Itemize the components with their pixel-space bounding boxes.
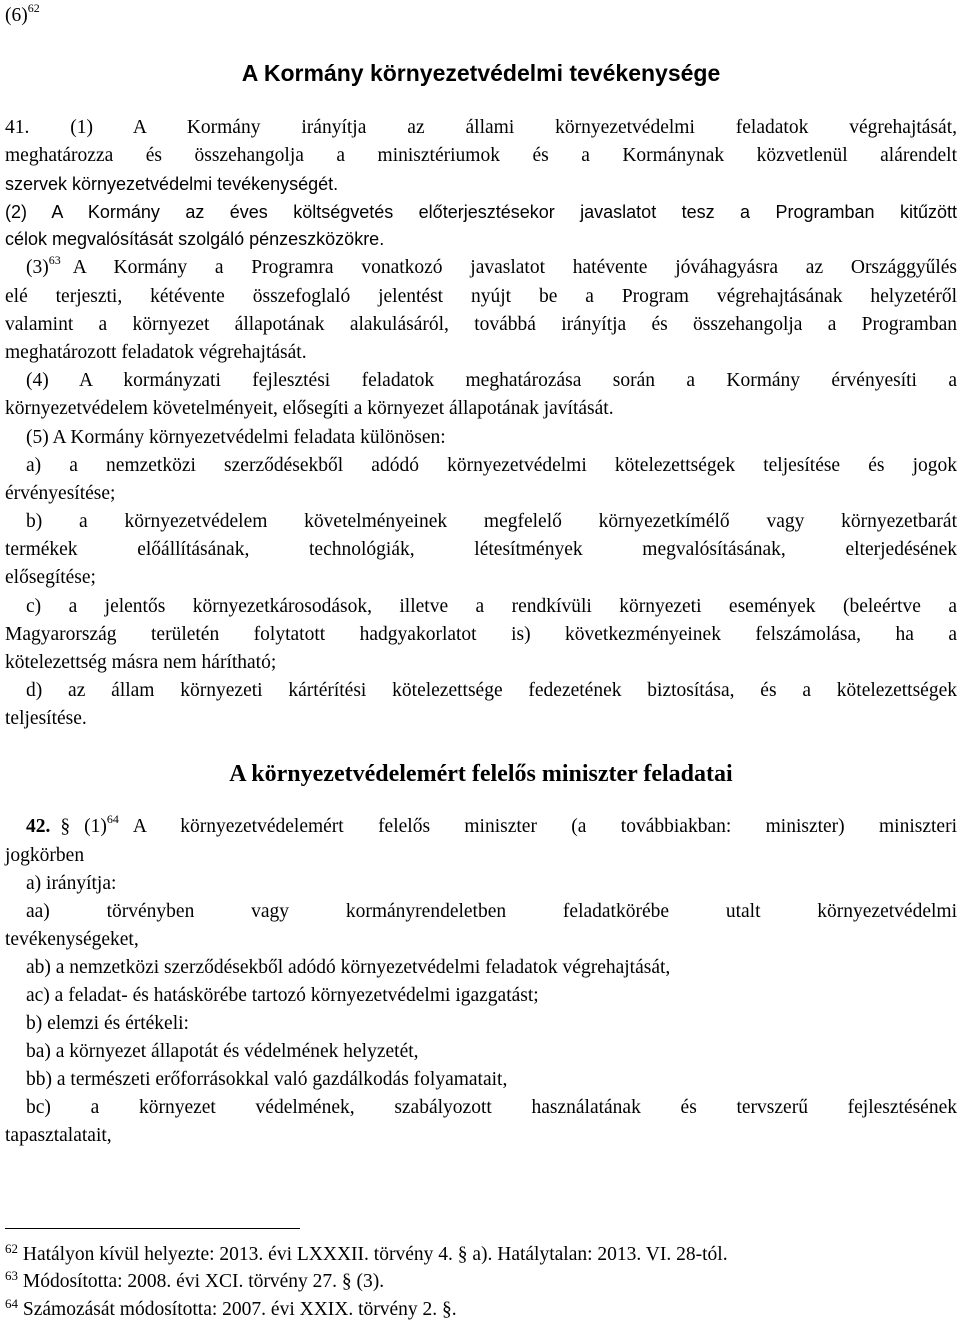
paragraph-number: $(3)^{63}$ (26, 253, 61, 278)
paragraph-sign: § (60, 816, 71, 837)
paragraph-41-1-line: meghatározza és összehangolja a minisztériumok és a Kormánynak közvetlenül alárendelt (5, 145, 957, 166)
section-header (5, 1, 40, 26)
footnote (5, 1296, 457, 1320)
list-item-a: a) a nemzetközi szerződésekből adódó környezetvédelmi kötelezettségek teljesítése és jogok (26, 455, 957, 476)
list-item-c-cont: kötelezettség másra nem hárítható; (5, 652, 277, 673)
list-item-ac: ac) a feladat- és hatáskörébe tartozó környezetvédelmi igazgatást; (26, 985, 539, 1006)
list-item-b-cont: elősegítése; (5, 567, 96, 588)
section-number: (6) (5, 5, 28, 26)
paragraph-42-1-line (26, 812, 957, 837)
footnote-text: Számozását módosította: 2007. évi XXIX. törvény 2. §. (22, 1299, 457, 1320)
list-item-b: b) a környezetvédelem követelményeinek megfelelő környezetkímélő vagy környezetbarát (26, 511, 957, 532)
list-item-ab: ab) a nemzetközi szerződésekből adódó környezetvédelmi feladatok végrehajtását, (26, 957, 671, 978)
footnote-number: 64 (5, 1296, 18, 1311)
paragraph-text: A környezetvédelemért felelős miniszter (a továbbiakban: miniszter) miniszteri (132, 816, 957, 837)
footnote (5, 1268, 385, 1292)
list-item-d: d) az állam környezeti kártérítési kötelezettsége fedezetének biztosítása, és a kötelezettségek (26, 680, 957, 701)
section-41-title: A Kormány környezetvédelmi tevékenysége (241, 60, 721, 86)
footnote-ref: 62 (27, 1, 40, 15)
paragraph-41-1-line: 41. (1) A Kormány irányítja az állami környezetvédelmi feladatok végrehajtását, (5, 117, 957, 138)
list-item-aa-cont: tevékenységeket, (5, 929, 139, 950)
footnote-number: 62 (5, 1241, 18, 1256)
paragraph-41-4-line: környezetvédelem követelményeit, elősegíti a környezet állapotának javítását. (5, 398, 614, 419)
list-item-ba: ba) a környezet állapotát és védelmének helyzetét, (26, 1041, 419, 1062)
list-item-c-cont: Magyarország területén folytatott hadgyakorlatot is) következményeinek felszámolása, ha a (5, 624, 957, 645)
list-item-a: a) irányítja: (26, 873, 117, 894)
section-42-number: 42. (26, 816, 51, 837)
list-item-bc: bc) a környezet védelmének, szabályozott használatának és tervszerű fejlesztésének (26, 1097, 957, 1118)
footnote-text: Módosította: 2008. évi XCI. törvény 27. § (3). (22, 1271, 385, 1292)
list-item-b-cont: termékek előállításának, technológiák, létesítmények megvalósításának, elterjedésének (5, 539, 957, 560)
list-item-c: c) a jelentős környezetkárosodások, illetve a rendkívüli környezeti események (beleértve a (26, 596, 957, 617)
paragraph-42-1-line: jogkörben (5, 845, 85, 866)
paragraph-41-5-line: (5) A Kormány környezetvédelmi feladata különösen: (26, 427, 446, 448)
list-item-b: b) elemzi és értékeli: (26, 1013, 189, 1034)
list-item-d-cont: teljesítése. (5, 708, 87, 729)
footnote-text: Hatályon kívül helyezte: 2013. évi LXXXII. törvény 4. § a). Hatálytalan: 2013. VI. 28-tól. (22, 1244, 728, 1265)
paragraph-41-3-line: meghatározott feladatok végrehajtását. (5, 342, 307, 363)
paragraph-41-2-line: (2) A Kormány az éves költségvetés előterjesztésekor javaslatot tesz a Programban kitűzött (5, 202, 957, 222)
footnote-number: 63 (5, 1268, 18, 1283)
footnote (5, 1241, 728, 1265)
paragraph-41-3-line (5, 253, 957, 278)
paragraph-41-3-line: valamint a környezet állapotának alakulásáról, továbbá irányítja és összehangolja a Programban (5, 314, 957, 335)
paragraph-41-2-line: célok megvalósítását szolgáló pénzeszközökre. (5, 229, 385, 249)
list-item-a-cont: érvényesítése; (5, 483, 116, 504)
paragraph-41-3-line: elé terjeszti, kétévente összefoglaló jelentést nyújt be a Program végrehajtásának helyzetéről (5, 286, 957, 307)
footnote-separator (5, 1228, 300, 1229)
section-42-title: A környezetvédelemért felelős miniszter feladatai (229, 761, 733, 787)
paragraph-number: $(1)^{64}$ (84, 812, 119, 837)
list-item-aa: aa) törvényben vagy kormányrendeletben feladatkörébe utalt környezetvédelmi (26, 901, 957, 922)
paragraph-41-4-line: (4) A kormányzati fejlesztési feladatok meghatározása során a Kormány érvényesíti a (26, 370, 957, 391)
paragraph-41-1-line: szervek környezetvédelmi tevékenységét. (5, 174, 339, 194)
list-item-bc-cont: tapasztalatait, (5, 1125, 112, 1146)
list-item-bb: bb) a természeti erőforrásokkal való gazdálkodás folyamatait, (26, 1069, 508, 1090)
paragraph-text: A Kormány a Programra vonatkozó javaslatot hatévente jóváhagyásra az Országgyűlés (72, 257, 957, 278)
